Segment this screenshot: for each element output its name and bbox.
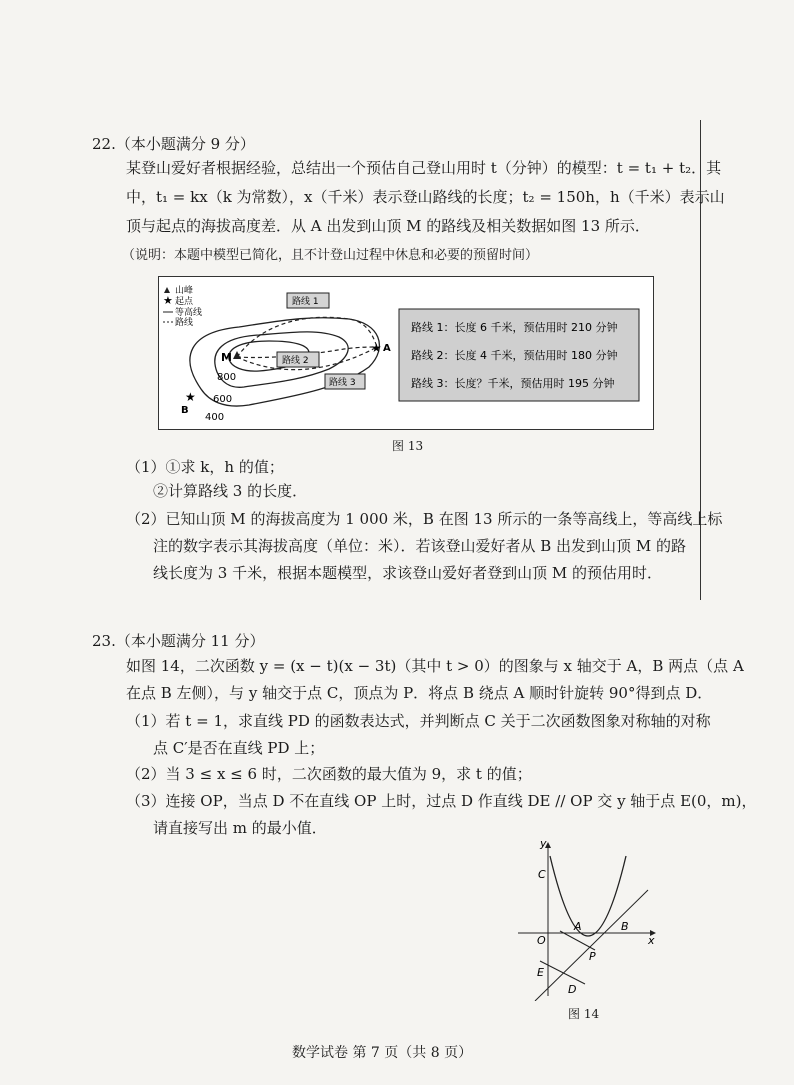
line-through-p [535,890,648,1001]
q23-sub-1b: 点 C′是否在直线 PD 上； [153,739,325,757]
label-y: y [540,837,547,850]
label-b: B [621,920,629,933]
q23-sub-1a: （1）若 t = 1，求直线 PD 的函数表达式，并判断点 C 关于二次函数图象对称轴的对称 [126,712,711,730]
figure-13-map [159,277,653,429]
page-footer: 数学试卷 第 7 页（共 8 页） [292,1045,473,1061]
figure-14-caption: 图 14 [568,1007,600,1021]
start-a-marker: ★ [371,341,382,355]
route-row-2: 路线 2：长度 4 千米，预估用时 180 分钟 [411,349,618,362]
parabola-curve [550,856,626,936]
q22-para-3: 顶与起点的海拔高度差．从 A 出发到山顶 M 的路线及相关数据如图 13 所示． [126,217,650,235]
q22-note: （说明：本题中模型已简化，且不计登山过程中休息和必要的预留时间） [122,248,539,263]
route-2-tag-text: 路线 2 [282,356,309,366]
label-o: O [537,934,546,947]
label-x: x [648,934,655,947]
q22-header: 22.（本小题满分 9 分） [92,135,255,153]
label-b: B [181,405,189,416]
q22-sub-2c: 线长度为 3 千米，根据本题模型，求该登山爱好者登到山顶 M 的预估用时． [153,564,662,582]
label-p: P [589,950,596,963]
label-m: M [221,351,232,364]
label-a: A [574,920,582,933]
q22-para-1: 某登山爱好者根据经验，总结出一个预估自己登山用时 t（分钟）的模型：t = t₁ + t₂．其 [126,159,722,177]
label-d: D [568,983,577,996]
line-de [540,961,585,984]
figure-13-caption: 图 13 [392,439,424,453]
q22-para-2: 中，t₁ = kx（k 为常数），x（千米）表示登山路线的长度；t₂ = 150h，h（千米）表示山 [126,188,725,206]
peak-icon [164,287,170,293]
label-a: A [383,343,391,354]
legend-peak: 山峰 [175,286,194,296]
q23-header: 23.（本小题满分 11 分） [92,632,265,650]
contour-label-600: 600 [213,394,233,405]
legend-route: 路线 [175,318,194,328]
route-1-tag-text: 路线 1 [292,297,319,307]
map-legend [163,284,202,328]
route-row-3: 路线 3：长度？千米，预估用时 195 分钟 [411,377,615,390]
route-3-tag-text: 路线 3 [329,378,356,388]
q23-sub-2: （2）当 3 ≤ x ≤ 6 时，二次函数的最大值为 9，求 t 的值； [126,765,532,783]
start-b-marker: ★ [185,390,196,404]
label-c: C [538,868,546,881]
route-1-path [237,317,377,357]
label-e: E [537,966,544,979]
q23-para-1: 如图 14，二次函数 y = (x − t)(x − 3t)（其中 t > 0）的图象与 x 轴交于 A，B 两点（点 A [126,657,744,675]
figure-13 [158,276,654,430]
q23-para-2: 在点 B 左侧），与 y 轴交于点 C，顶点为 P．将点 B 绕点 A 顺时针旋转 90°得到点 D． [126,684,713,702]
contour-label-400: 400 [205,412,225,423]
q23-sub-3a: （3）连接 OP，当点 D 不在直线 OP 上时，过点 D 作直线 DE // OP 交 y 轴于点 E(0，m)， [126,792,757,810]
legend-contour: 等高线 [175,308,203,318]
q22-sub-1a: （1）①求 k，h 的值； [126,458,284,476]
start-icon: ★ [163,294,173,307]
peak-m-marker [233,351,241,359]
figure-14 [510,836,660,1001]
contour-label-800: 800 [217,372,237,383]
q22-sub-1b: ②计算路线 3 的长度． [153,482,308,500]
q22-sub-2b: 注的数字表示其海拔高度（单位：米）．若该登山爱好者从 B 出发到山顶 M 的路 [153,537,686,555]
q22-sub-2a: （2）已知山顶 M 的海拔高度为 1 000 米，B 在图 13 所示的一条等高线上，等高线上标 [126,510,723,528]
q23-sub-3b: 请直接写出 m 的最小值． [153,819,327,837]
legend-start: 起点 [175,297,194,307]
route-row-1: 路线 1：长度 6 千米，预估用时 210 分钟 [411,321,618,334]
